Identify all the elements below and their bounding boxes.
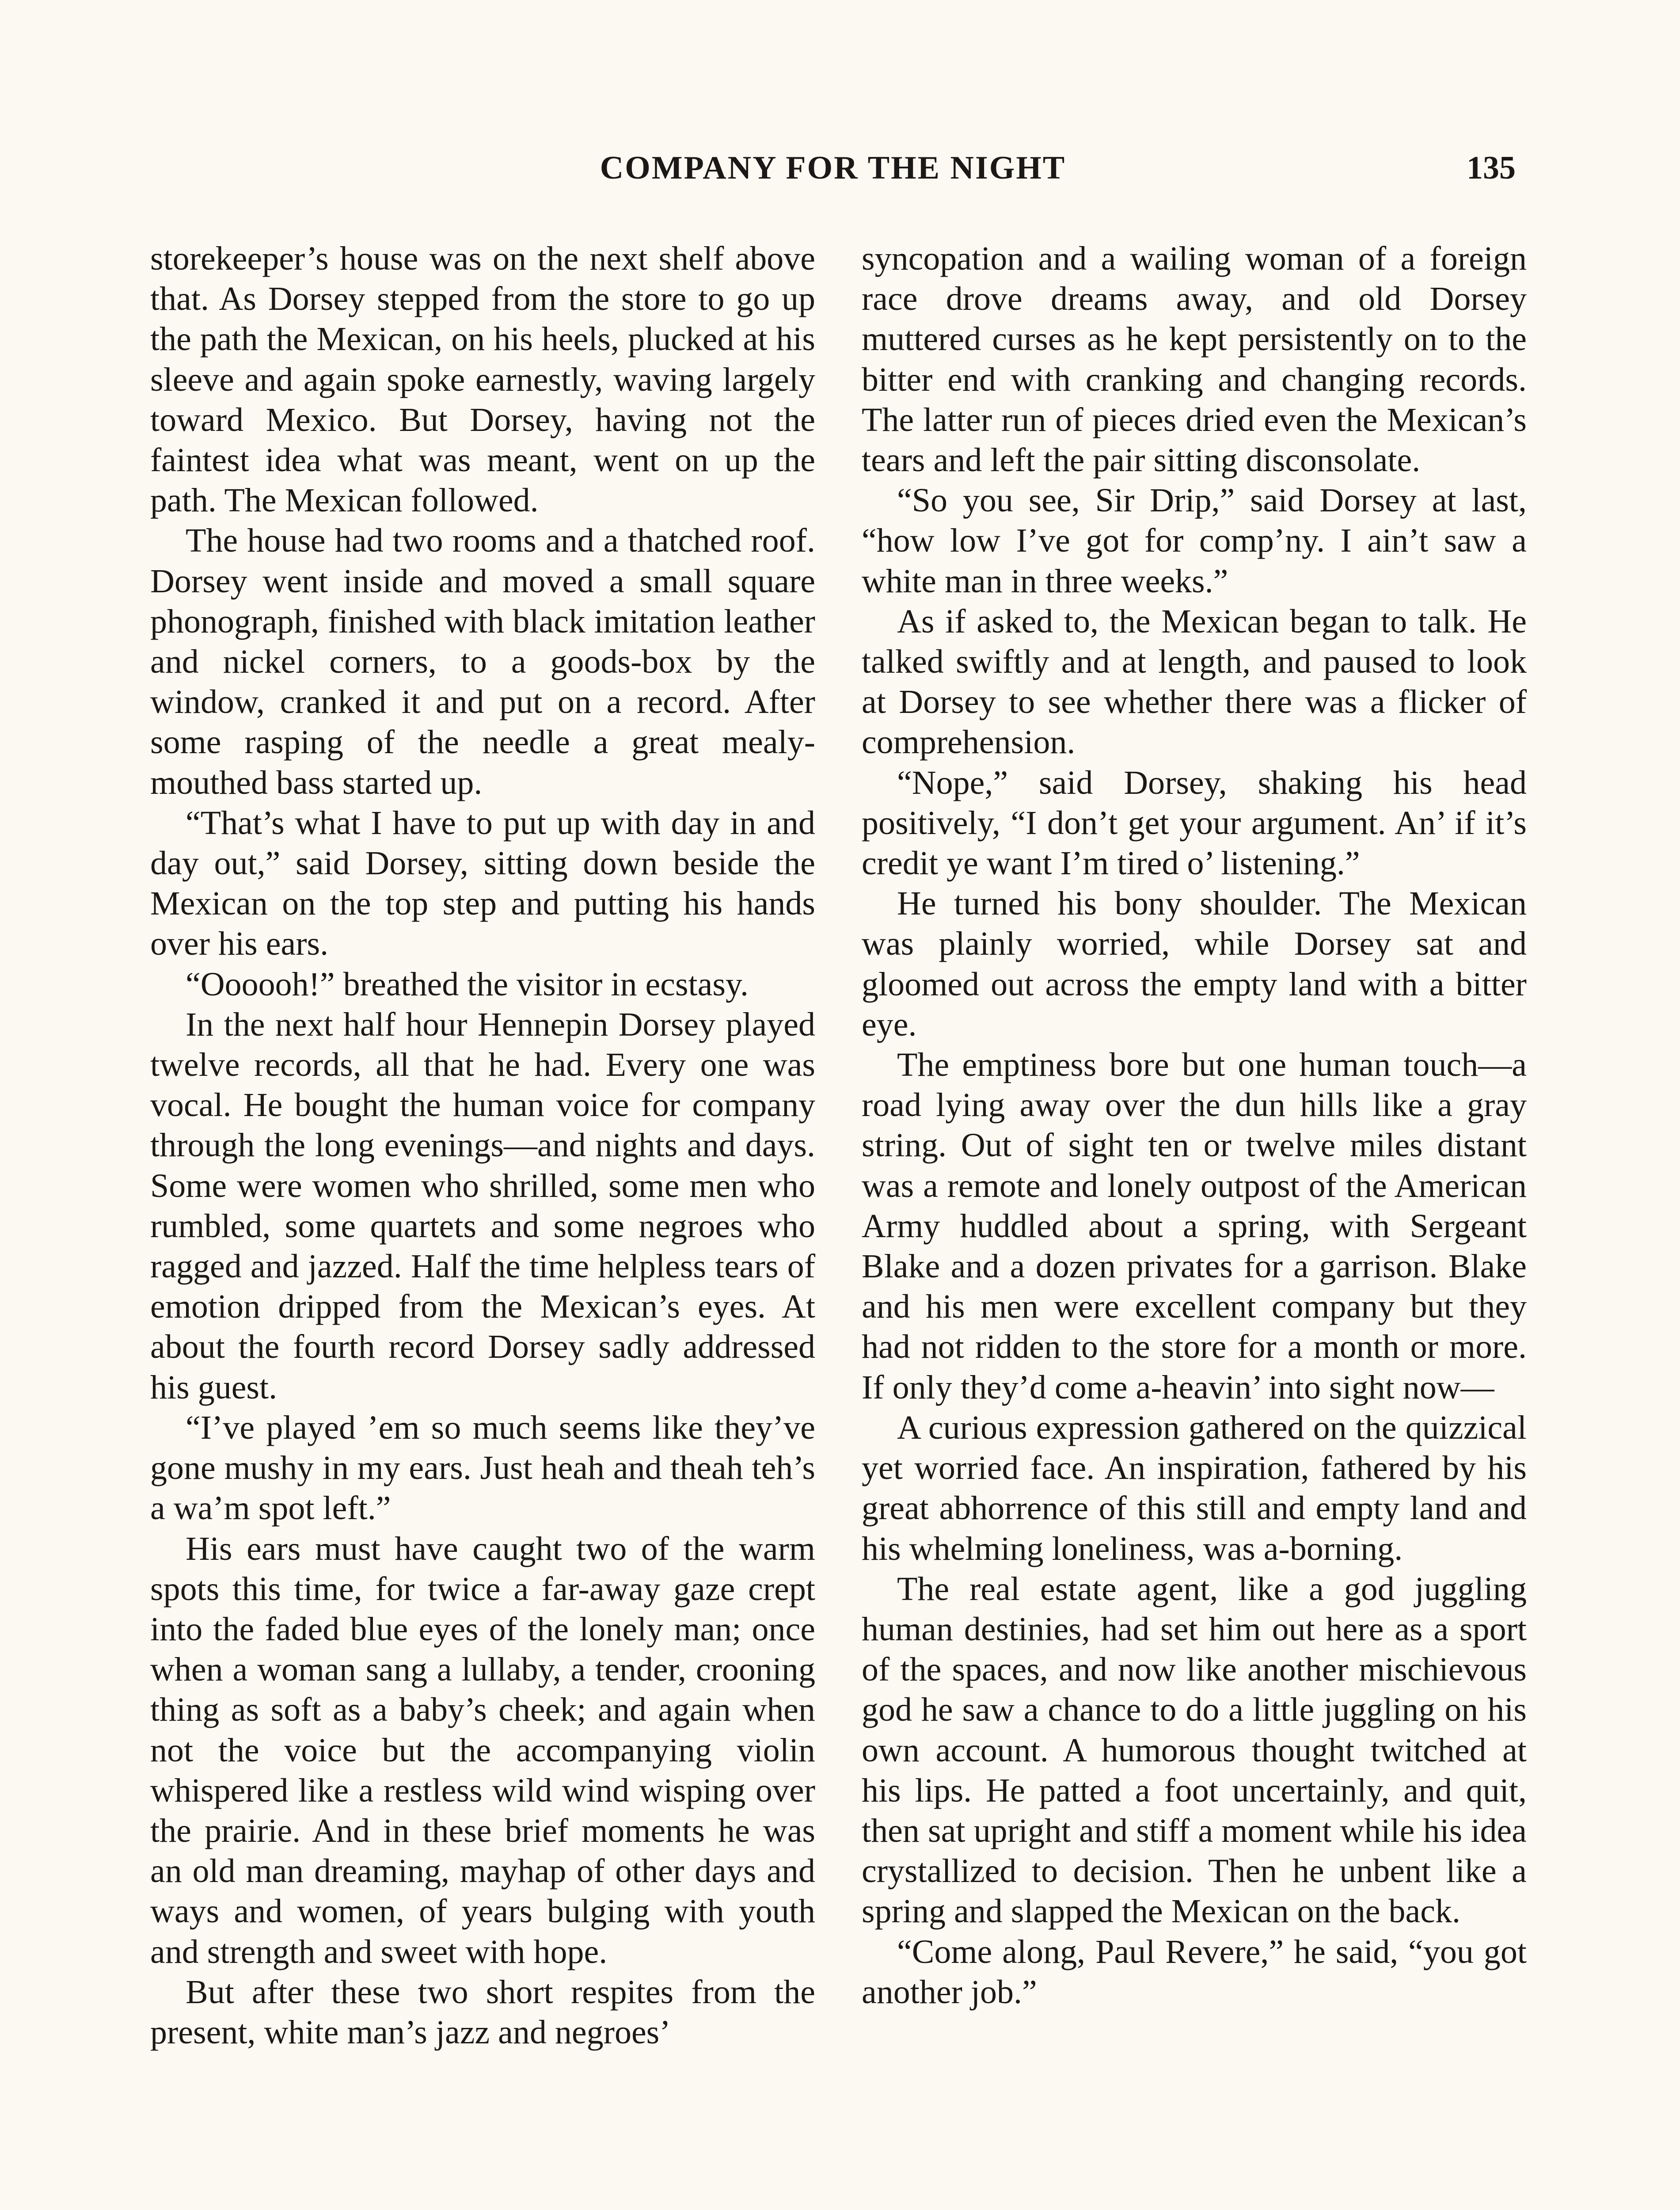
running-head <box>150 146 1516 194</box>
paragraph: He turned his bony shoulder. The Mexican was plainly worried, while Dorsey sat and gloomed out across the empty land with a bitter eye. <box>862 885 1527 1043</box>
paragraph: storekeeper’s house was on the next shelf above that. As Dorsey stepped from the store to go up the path the Mexican, on his heels, plucked at his sleeve and again spoke earnestly, waving largely toward Mexico. But Dorsey, having not the faintest idea what was meant, went on up the path. The Mexican followed. <box>150 240 815 519</box>
running-title: COMPANY FOR THE NIGHT <box>600 150 1066 186</box>
paragraph: His ears must have caught two of the warm spots this time, for twice a far-away gaze crept into the faded blue eyes of the lonely man; once when a woman sang a lullaby, a tender, crooning thing as soft as a baby’s cheek; and again when not the voice but the accompanying violin whispered like a restless wild wind wisping over the prairie. And in these brief moments he was an old man dreaming, mayhap of other days and ways and women, of years bulging with youth and strength and sweet with hope. <box>150 1530 815 1970</box>
paragraph: “Nope,” said Dorsey, shaking his head positively, “I don’t get your argument. An’ if it’s credit ye want I’m tired o’ listening.” <box>862 764 1527 882</box>
paragraph: “That’s what I have to put up with day in and day out,” said Dorsey, sitting down beside the Mexican on the top step and putting his hands over his ears. <box>150 804 815 963</box>
paragraph: The house had two rooms and a thatched roof. Dorsey went inside and moved a small square phonograph, finished with black imitation leather and nickel corners, to a goods-box by the window, cranked it and put on a record. After some rasping of the needle a great mealy-mouthed bass started up. <box>150 522 815 801</box>
paragraph: syncopation and a wailing woman of a foreign race drove dreams away, and old Dorsey muttered curses as he kept persistently on to the bitter end with cranking and changing records. The latter run of pieces dried even the Mexican’s tears and left the pair sitting disconsolate. <box>862 240 1527 479</box>
right-column <box>862 239 1527 2012</box>
paragraph: “So you see, Sir Drip,” said Dorsey at last, “how low I’ve got for comp’ny. I ain’t saw a white man in three weeks.” <box>862 482 1527 600</box>
paragraph: As if asked to, the Mexican began to talk. He talked swiftly and at length, and paused to look at Dorsey to see whether there was a flicker of comprehension. <box>862 602 1527 761</box>
paragraph: A curious expression gathered on the quizzical yet worried face. An inspiration, fathered by his great abhorrence of this still and empty land and his whelming loneliness, was a-borning. <box>862 1409 1527 1567</box>
page-number: 135 <box>1467 150 1516 186</box>
paragraph: In the next half hour Hennepin Dorsey played twelve records, all that he had. Every one was vocal. He bought the human voice for company through the long evenings—and nights and days. Some were women who shrilled, some men who rumbled, some quartets and some negroes who ragged and jazzed. Half the time helpless tears of emotion dripped from the Mexican’s eyes. At about the fourth record Dorsey sadly addressed his guest. <box>150 1006 815 1406</box>
paragraph: “Oooooh!” breathed the visitor in ecstasy. <box>186 965 749 1003</box>
paragraph: But after these two short respites from the present, white man’s jazz and negroes’ <box>150 1973 815 2051</box>
paragraph: “Come along, Paul Revere,” he said, “you got another job.” <box>862 1933 1527 2011</box>
paragraph: The real estate agent, like a god juggling human destinies, had set him out here as a sport of the spaces, and now like another mischievous god he saw a chance to do a little juggling on his own account. A humorous thought twitched at his lips. He patted a foot uncertainly, and quit, then sat upright and stiff a moment while his idea crystallized to decision. Then he unbent like a spring and slapped the Mexican on the back. <box>862 1570 1527 1930</box>
paragraph: “I’ve played ’em so much seems like they’ve gone mushy in my ears. Just heah and theah teh’s a wa’m spot left.” <box>150 1409 815 1527</box>
paragraph: The emptiness bore but one human touch—a road lying away over the dun hills like a gray string. Out of sight ten or twelve miles distant was a remote and lonely outpost of the American Army huddled about a spring, with Sergeant Blake and a dozen privates for a garrison. Blake and his men were excellent company but they had not ridden to the store for a month or more. If only they’d come a-heavin’ into sight now— <box>862 1046 1527 1406</box>
left-column <box>150 239 815 2053</box>
